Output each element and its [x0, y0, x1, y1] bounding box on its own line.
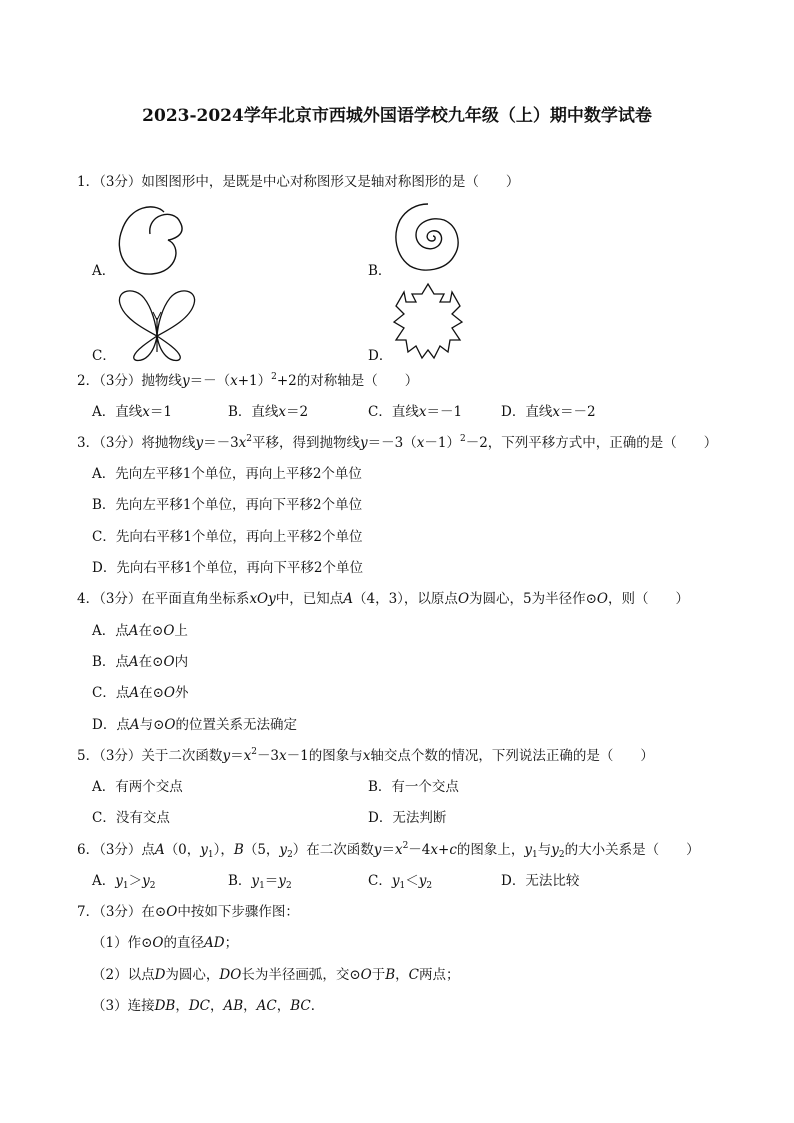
q1-option-d: D． — [368, 348, 393, 364]
q1-figure-b-spiral — [388, 198, 478, 280]
q6-option-c: C．$y_1<y_2$ — [368, 873, 433, 891]
q5-option-c: C．没有交点 — [92, 810, 170, 826]
q5-stem: 5．（3分）关于二次函数$y=x^2-3x-1$的图象与x轴交点个数的情况，下列说法正确的是（ ） — [77, 747, 654, 764]
q7-step-1: （1）作⊙O的直径AD； — [92, 935, 239, 951]
q1-option-c: C． — [92, 348, 116, 364]
q6-option-b: B．$y_1=y_2$ — [228, 873, 292, 891]
q3-stem: 3．（3分）将抛物线$y=-3x^2$平移，得到抛物线$y=-3(x-1)^2-2$，下列平移方式中，正确的是（ ） — [77, 434, 718, 451]
q1-figure-a-heart-curve — [112, 198, 192, 280]
q7-stem: 7．（3分）在⊙O中按如下步骤作图： — [77, 904, 299, 920]
q5-option-b: B．有一个交点 — [368, 779, 459, 795]
q4-option-a: A．点A在⊙O上 — [92, 623, 188, 639]
q6-option-a: A．$y_1>y_2$ — [92, 873, 156, 891]
q7-step-3: （3）连接DB，DC，AB，AC，BC． — [92, 998, 325, 1014]
q1-figure-c-butterfly — [112, 288, 202, 364]
q3-option-a: A．先向左平移1个单位，再向上平移2个单位 — [92, 466, 362, 482]
q5-option-a: A．有两个交点 — [92, 779, 183, 795]
q7-step-2: （2）以点D为圆心，DO长为半径画弧，交⊙O于B，C两点； — [92, 967, 460, 983]
q3-option-b: B．先向左平移1个单位，再向下平移2个单位 — [92, 497, 363, 513]
q2-option-b: B．直线x＝2 — [228, 404, 309, 420]
q1-figure-d-koch-snowflake — [388, 280, 468, 364]
q1-option-a: A． — [92, 263, 116, 279]
page-title: 2023-2024学年北京市西城外国语学校九年级（上）期中数学试卷 — [142, 106, 652, 126]
q1-stem: 1．（3分）如图图形中，是既是中心对称图形又是轴对称图形的是（ ） — [77, 174, 520, 190]
q4-option-d: D．点A与⊙O的位置关系无法确定 — [92, 717, 297, 733]
q2-option-c: C．直线x＝－1 — [368, 404, 463, 420]
q3-option-c: C．先向右平移1个单位，再向上平移2个单位 — [92, 529, 363, 545]
q6-option-d: D．无法比较 — [501, 873, 580, 889]
q3-option-d: D．先向右平移1个单位，再向下平移2个单位 — [92, 560, 364, 576]
q4-stem: 4．（3分）在平面直角坐标系xOy中，已知点A（4，3），以原点O为圆心，5为半径作⊙O，则（ ） — [77, 591, 689, 607]
q4-option-b: B．点A在⊙O内 — [92, 654, 189, 670]
q4-option-c: C．点A在⊙O外 — [92, 685, 189, 701]
q2-option-a: A．直线x＝1 — [92, 404, 172, 420]
q2-option-d: D．直线x＝－2 — [501, 404, 596, 420]
q2-stem: 2．（3分）抛物线$y=-(x+1)^2+2$的对称轴是（ ） — [77, 372, 419, 389]
q6-stem: 6．（3分）点A（0，$y_1$），B（5，$y_2$）在二次函数$y=x^2-4x+c$的图象上，$y_1$与$y_2$的大小关系是（ ） — [77, 841, 700, 860]
q1-option-b: B． — [368, 263, 392, 279]
q5-option-d: D．无法判断 — [368, 810, 447, 826]
